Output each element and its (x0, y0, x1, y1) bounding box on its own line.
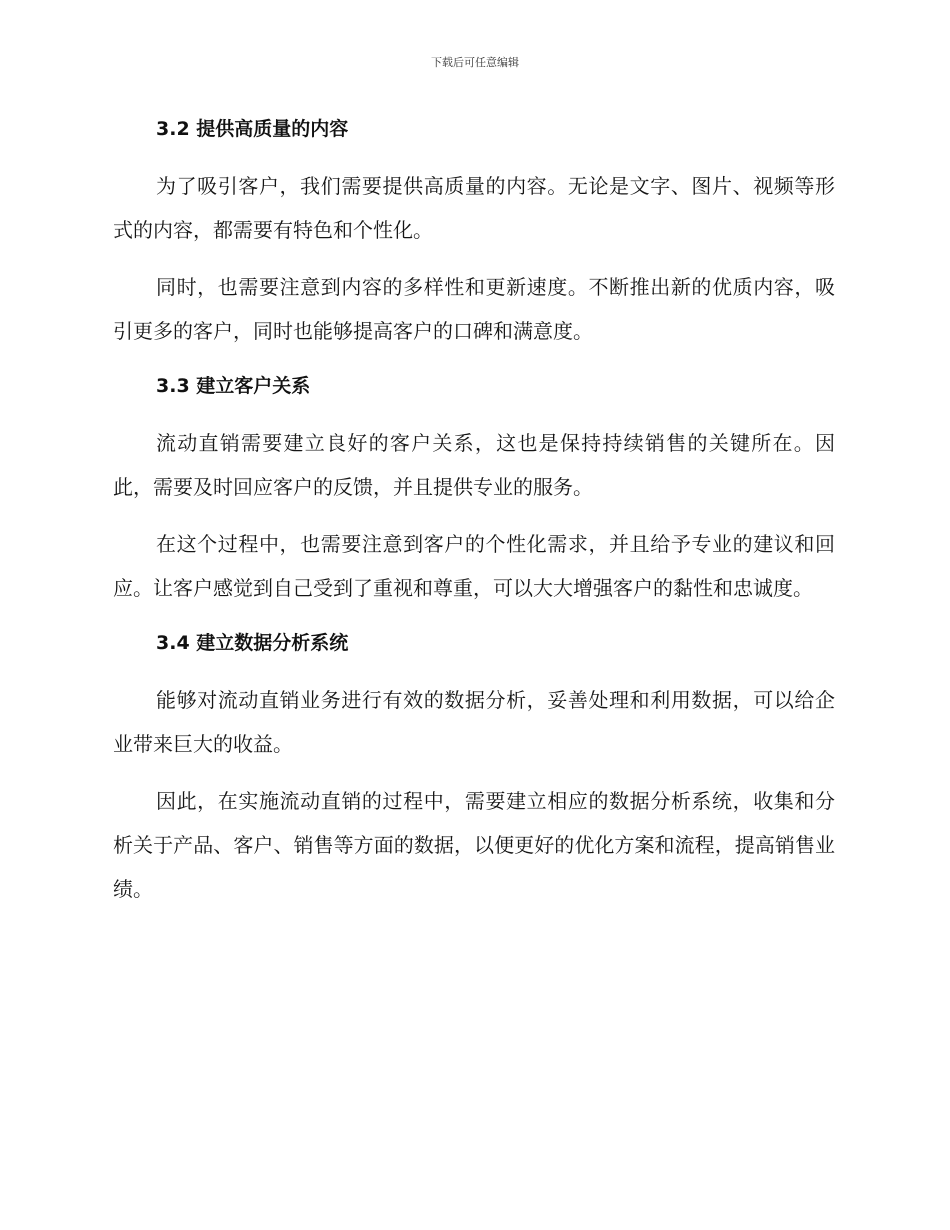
paragraph: 流动直销需要建立良好的客户关系，这也是保持持续销售的关键所在。因此，需要及时回应客户的反馈，并且提供专业的服务。 (113, 431, 835, 499)
document-body (113, 112, 835, 911)
paragraph: 因此，在实施流动直销的过程中，需要建立相应的数据分析系统，收集和分析关于产品、客户、销售等方面的数据，以便更好的优化方案和流程，提高销售业绩。 (113, 789, 835, 901)
section-3-2 (113, 112, 835, 353)
section-3-3 (113, 369, 835, 610)
paragraph: 为了吸引客户，我们需要提供高质量的内容。无论是文字、图片、视频等形式的内容，都需要有特色和个性化。 (113, 174, 835, 242)
paragraph: 能够对流动直销业务进行有效的数据分析，妥善处理和利用数据，可以给企业带来巨大的收益。 (113, 688, 835, 756)
header-note: 下载后可任意编辑 (431, 56, 519, 69)
section-heading: 3.3 建立客户关系 (156, 375, 311, 397)
section-heading: 3.2 提供高质量的内容 (156, 118, 349, 140)
paragraph: 同时，也需要注意到内容的多样性和更新速度。不断推出新的优质内容，吸引更多的客户，同时也能够提高客户的口碑和满意度。 (113, 275, 835, 343)
section-3-4 (113, 626, 835, 911)
paragraph: 在这个过程中，也需要注意到客户的个性化需求，并且给予专业的建议和回应。让客户感觉到自己受到了重视和尊重，可以大大增强客户的黏性和忠诚度。 (113, 532, 835, 600)
section-heading: 3.4 建立数据分析系统 (156, 632, 349, 654)
